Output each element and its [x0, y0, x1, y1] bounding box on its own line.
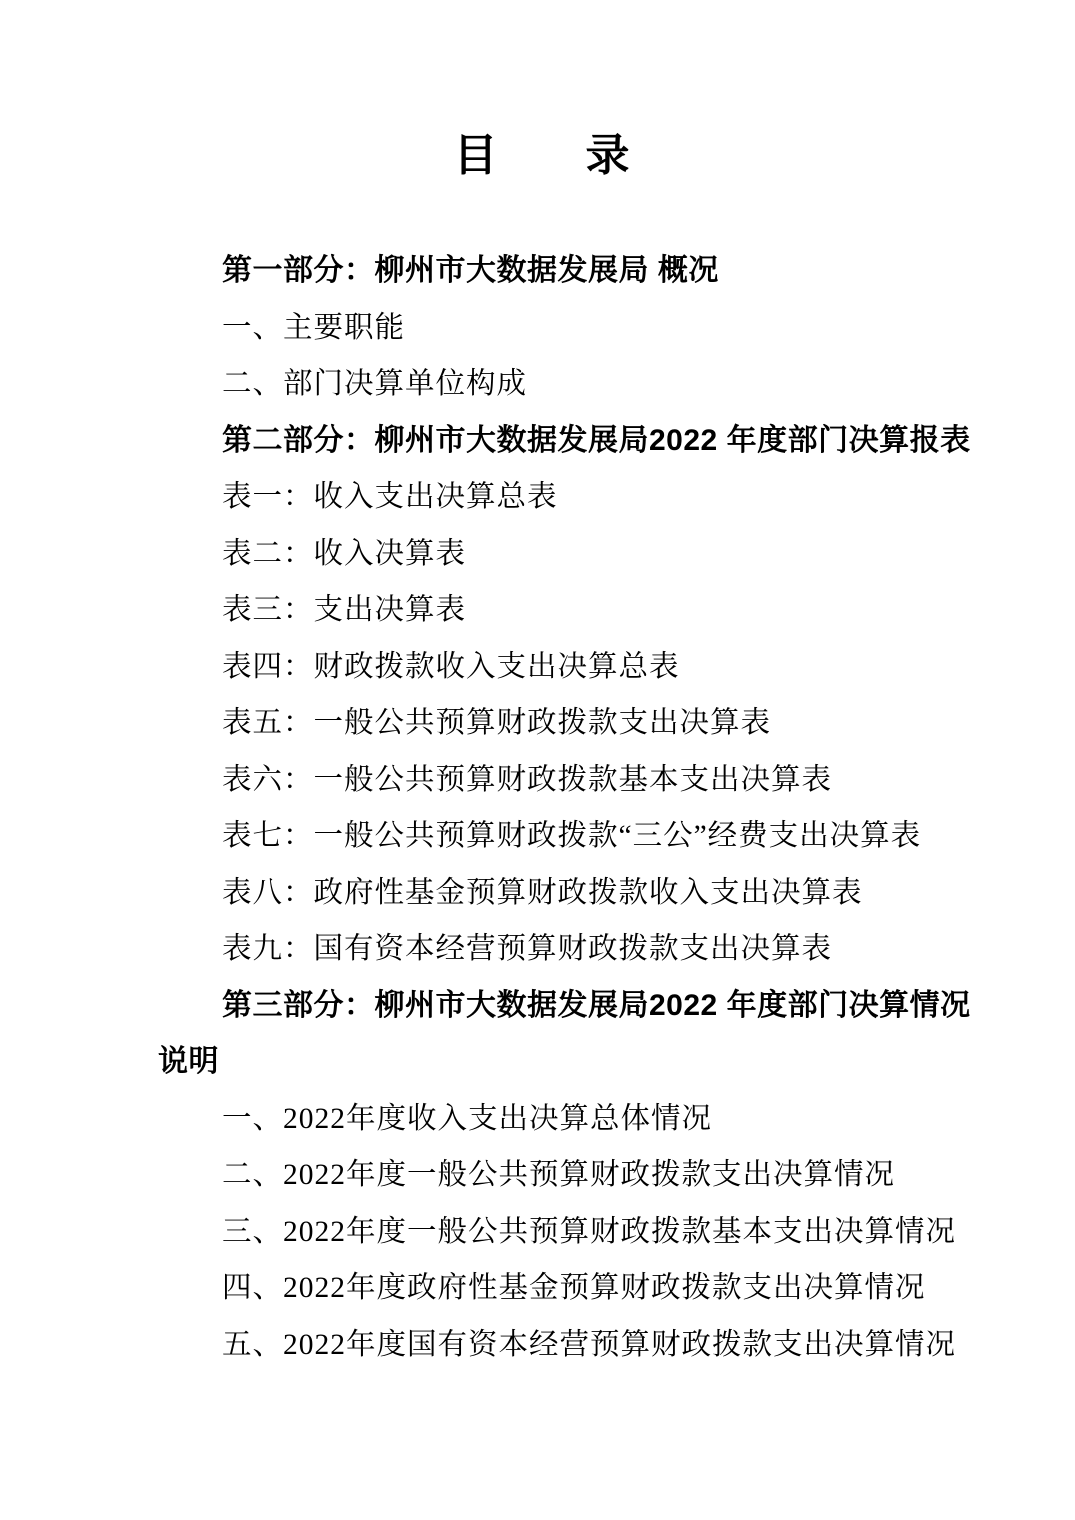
toc-item-note-4: 四、2022年度政府性基金预算财政拨款支出决算情况	[222, 1272, 926, 1304]
toc-item-note-5: 五、2022年度国有资本经营预算财政拨款支出决算情况	[222, 1328, 957, 1361]
toc-item-table-9: 表九：国有资本经营预算财政拨款支出决算表	[222, 933, 833, 965]
toc-item-table-7: 表七：一般公共预算财政拨款“三公”经费支出决算表	[222, 820, 922, 852]
toc-item-note-1: 一、2022年度收入支出决算总体情况	[222, 1102, 713, 1135]
toc-item-table-6: 表六：一般公共预算财政拨款基本支出决算表	[222, 763, 833, 796]
page-title: 目 录	[453, 131, 630, 180]
section-heading-part3-line1: 第三部分：柳州市大数据发展局2022 年度部门决算情况	[222, 988, 971, 1022]
toc-item-note-2: 二、2022年度一般公共预算财政拨款支出决算情况	[222, 1159, 896, 1191]
toc-item-table-3: 表三：支出决算表	[222, 594, 467, 626]
table-of-contents	[158, 243, 971, 1373]
section-heading-part3-line2: 说明	[158, 1045, 219, 1078]
toc-item-table-2: 表二：收入决算表	[222, 537, 467, 570]
toc-item-unit-composition: 二、部门决算单位构成	[222, 368, 528, 400]
page-content	[0, 127, 1075, 1373]
section-heading-part1: 第一部分：柳州市大数据发展局 概况	[222, 254, 719, 287]
toc-item-table-4: 表四：财政拨款收入支出决算总表	[222, 650, 680, 683]
toc-item-table-1: 表一：收入支出决算总表	[222, 481, 558, 513]
toc-item-main-functions: 一、主要职能	[222, 311, 406, 344]
toc-item-table-8: 表八：政府性基金预算财政拨款收入支出决算表	[222, 876, 863, 909]
toc-item-note-3: 三、2022年度一般公共预算财政拨款基本支出决算情况	[222, 1215, 957, 1248]
section-heading-part2: 第二部分：柳州市大数据发展局2022 年度部门决算报表	[222, 423, 971, 457]
toc-item-table-5: 表五：一般公共预算财政拨款支出决算表	[222, 707, 772, 739]
